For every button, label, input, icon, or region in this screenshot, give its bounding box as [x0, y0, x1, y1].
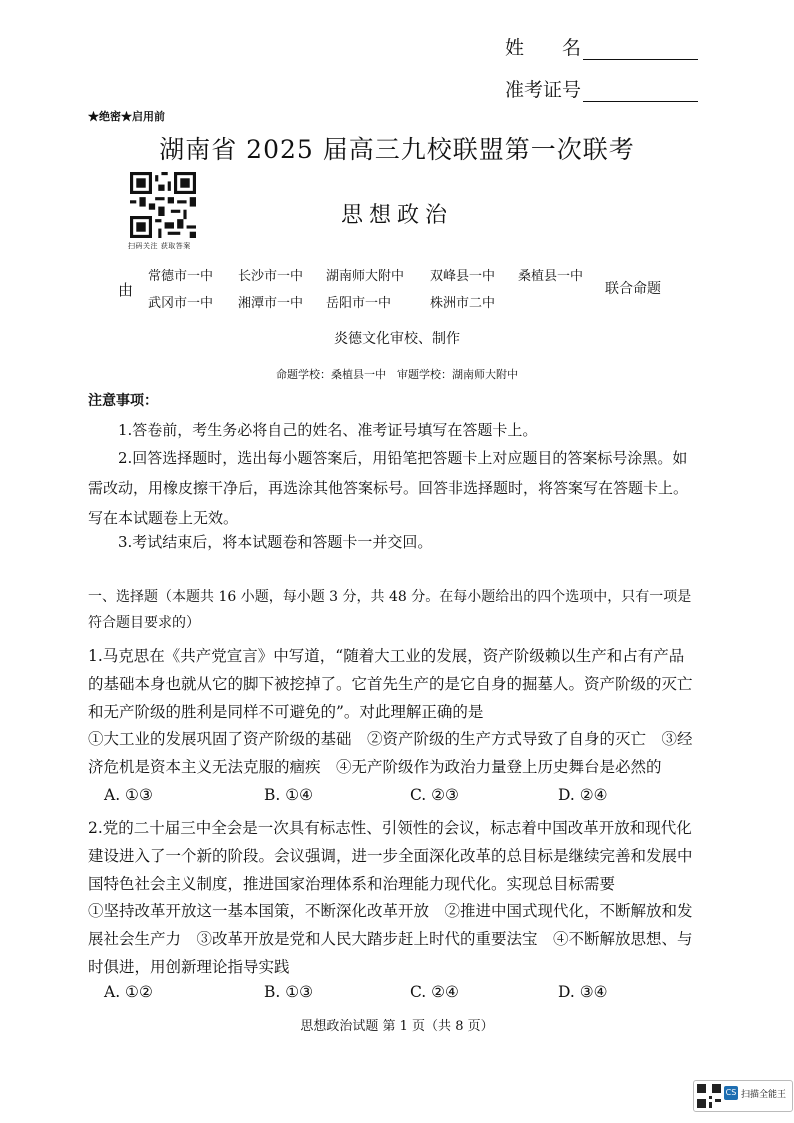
school: 双峰县一中 [430, 269, 496, 284]
qr-caption: 扫码关注 获取答案 [128, 242, 191, 250]
id-field [505, 75, 698, 102]
page-footer: 思想政治试题 第 1 页（共 8 页） [300, 1019, 494, 1034]
scanner-logo-icon: CS [724, 1086, 738, 1100]
question-1-stem: 1.马克思在《共产党宣言》中写道，“随着大工业的发展，资产阶级赖以生产和占有产品的基础本身也就从它的脚下被挖掉了。它首先生产的是它自身的掘墓人。资产阶级的灭亡和无产阶级的胜利是同样不可避免的”。对此理解正确的是 [88, 647, 693, 721]
option-d: D. ②④ [558, 786, 608, 804]
name-label: 姓 名 [505, 37, 582, 59]
name-blank [583, 39, 698, 60]
id-label: 准考证号 [505, 79, 582, 101]
notice-heading: 注意事项： [88, 393, 158, 409]
school: 长沙市一中 [238, 269, 304, 284]
option-b: B. ①④ [264, 786, 314, 804]
option-a: A. ①③ [104, 786, 153, 804]
option-c: C. ②③ [410, 786, 459, 804]
joint-label: 联合命题 [605, 281, 661, 297]
secret-mark: ★绝密★启用前 [88, 110, 165, 123]
produce-line: 炎德文化审校、制作 [334, 331, 460, 347]
by-label: 由 [118, 281, 134, 299]
scanner-qr-icon [697, 1084, 721, 1108]
subject-title: 思想政治 [340, 203, 453, 228]
question-2-stem: 2.党的二十届三中全会是一次具有标志性、引领性的会议，标志着中国改革开放和现代化建设进入了一个新的阶段。会议强调，进一步全面深化改革的总目标是继续完善和发展中国特色社会主义制度，推进国家治理体系和治理能力现代化。实现总目标需要 [88, 819, 693, 893]
exam-title: 湖南省 2025 届高三九校联盟第一次联考 [159, 135, 635, 164]
notice-item-3: 3.考试结束后，将本试题卷和答题卡一并交回。 [118, 533, 433, 551]
name-field [505, 33, 698, 60]
section-heading: 一、选择题（本题共 16 小题，每小题 3 分，共 48 分。在每小题给出的四个选项中，只有一项是符合题目要求的） [88, 589, 692, 631]
option-a: A. ①② [104, 983, 153, 1001]
school: 湖南师大附中 [326, 269, 405, 284]
school: 湘潭市一中 [238, 296, 304, 311]
school: 岳阳市一中 [326, 296, 392, 311]
notice-item-1: 1.答卷前，考生务必将自己的姓名、准考证号填写在答题卡上。 [118, 421, 538, 439]
id-blank [583, 81, 698, 102]
question-1-statements: ①大工业的发展巩固了资产阶级的基础 ②资产阶级的生产方式导致了自身的灭亡 ③经济危机是资本主义无法克服的痼疾 ④无产阶级作为政治力量登上历史舞台是必然的 [88, 730, 693, 776]
school: 常德市一中 [148, 269, 214, 284]
option-c: C. ②④ [410, 983, 459, 1001]
scanner-badge [693, 1080, 793, 1112]
school: 株洲市二中 [430, 296, 496, 311]
option-b: B. ①③ [264, 983, 314, 1001]
scanner-label: 扫描全能王 [741, 1090, 787, 1100]
makers-line: 命题学校：桑植县一中 审题学校：湖南师大附中 [276, 368, 518, 381]
question-2-statements: ①坚持改革开放这一基本国策，不断深化改革开放 ②推进中国式现代化，不断解放和发展社会生产力 ③改革开放是党和人民大踏步赶上时代的重要法宝 ④不断解放思想、与时俱进，用创新理论指导实践 [88, 902, 693, 976]
notice-item-2: 2.回答选择题时，选出每小题答案后，用铅笔把答题卡上对应题目的答案标号涂黑。如需改动，用橡皮擦干净后，再选涂其他答案标号。回答非选择题时，将答案写在答题卡上。写在本试题卷上无效。 [88, 449, 689, 527]
option-d: D. ③④ [558, 983, 608, 1001]
school: 桑植县一中 [518, 269, 584, 284]
school: 武冈市一中 [148, 296, 214, 311]
